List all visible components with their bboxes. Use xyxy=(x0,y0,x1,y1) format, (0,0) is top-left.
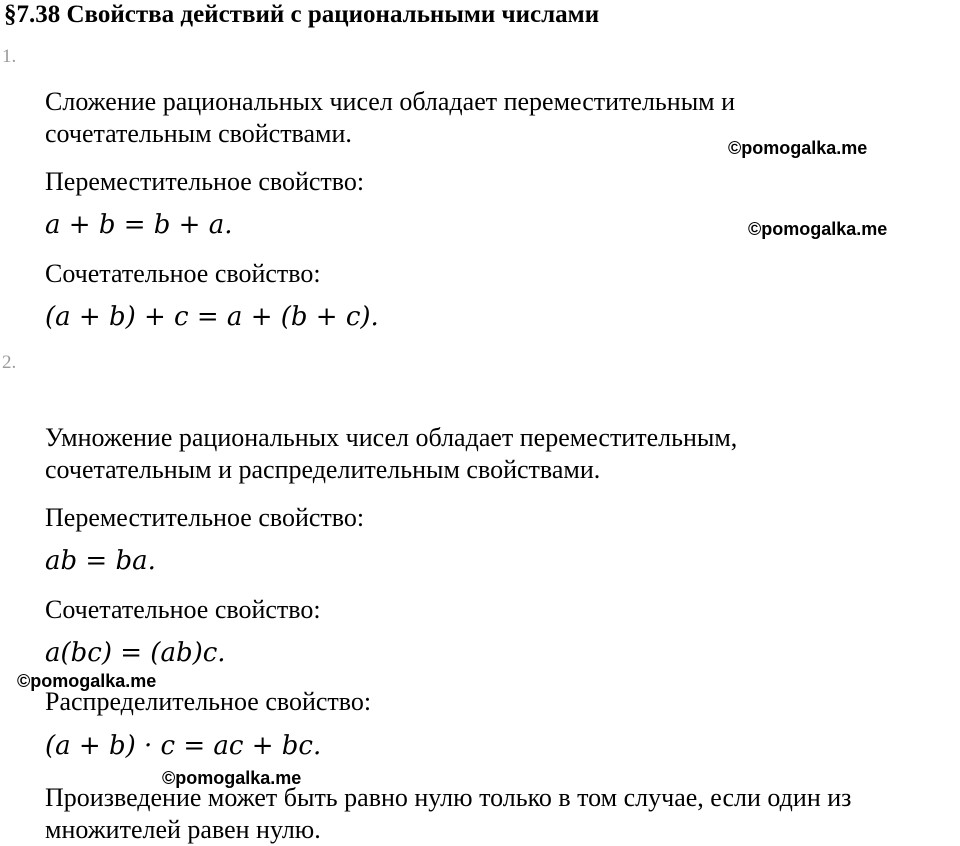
section-1-commutative-label: Переместительное свойство: xyxy=(45,167,365,196)
section-2-commutative-label: Переместительное свойство: xyxy=(45,503,365,532)
section-2-associative-formula: a(bc) = (ab)c. xyxy=(45,638,226,668)
section-2-zero-product-line-2: множителей равен нулю. xyxy=(45,815,321,844)
watermark-4: ©pomogalka.me xyxy=(162,768,302,788)
section-2-number: 2. xyxy=(2,352,17,373)
section-1-associative-label: Сочетательное свойство: xyxy=(45,259,321,288)
section-2-distributive-label: Распределительное свойство: xyxy=(45,687,372,716)
section-1-associative-formula: (a + b) + c = a + (b + c). xyxy=(45,302,379,332)
section-1-text-line-1: Сложение рациональных чисел обладает переместительным и xyxy=(45,87,736,116)
section-1-text-line-2: сочетательным свойствами. xyxy=(45,119,352,148)
watermark-1: ©pomogalka.me xyxy=(728,138,868,158)
section-1-number: 1. xyxy=(2,46,17,67)
section-2-text-line-1: Умножение рациональных чисел обладает переместительным, xyxy=(45,423,738,452)
section-2-distributive-formula: (a + b) · c = ac + bc. xyxy=(45,731,322,761)
section-2-associative-label: Сочетательное свойство: xyxy=(45,595,321,624)
section-2-text-line-2: сочетательным и распределительным свойствами. xyxy=(45,455,601,484)
watermark-3: ©pomogalka.me xyxy=(17,671,157,691)
page-title: §7.38 Свойства действий с рациональными числами xyxy=(4,1,600,28)
section-2-commutative-formula: ab = ba. xyxy=(45,546,156,576)
section-1-commutative-formula: a + b = b + a. xyxy=(45,210,233,240)
watermark-2: ©pomogalka.me xyxy=(748,219,888,239)
section-2-zero-product-line-1: Произведение может быть равно нулю только в том случае, если один из xyxy=(45,783,852,812)
